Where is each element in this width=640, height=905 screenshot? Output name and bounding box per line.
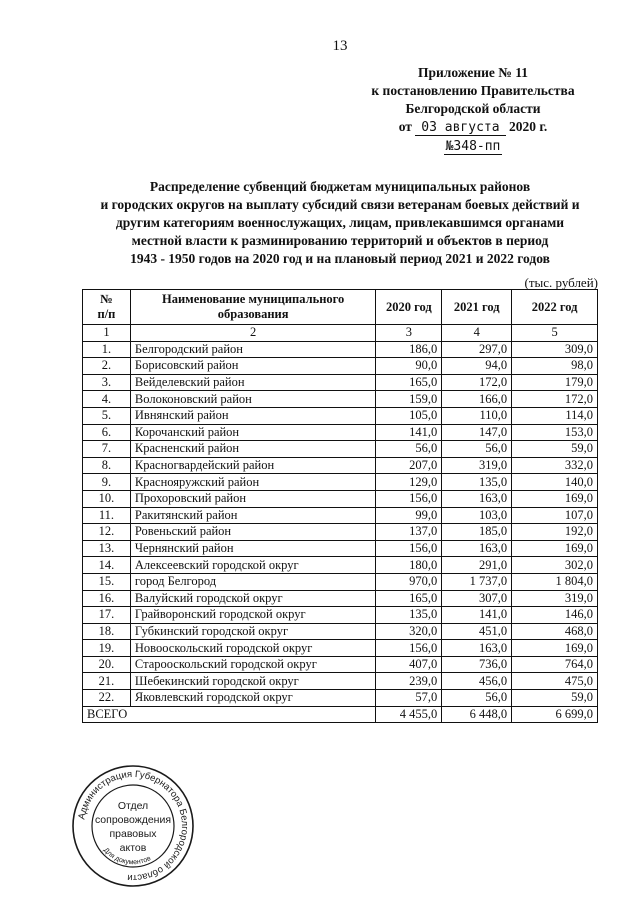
value-2020: 156,0 [376, 540, 442, 557]
value-2020: 180,0 [376, 557, 442, 574]
value-2021: 291,0 [442, 557, 512, 574]
value-2021: 297,0 [442, 341, 512, 358]
row-number: 3. [83, 374, 131, 391]
table-row [83, 391, 598, 408]
page-number: 13 [332, 38, 348, 54]
municipality-name: Яковлевский городской округ [130, 690, 376, 707]
value-2021: 103,0 [442, 507, 512, 524]
table-row [83, 424, 598, 441]
value-2022: 59,0 [512, 441, 598, 458]
official-stamp [70, 763, 196, 889]
row-number: 4. [83, 391, 131, 408]
header-2022: 2022 год [512, 290, 598, 325]
municipality-name: Волоконовский район [130, 391, 376, 408]
appendix-resolution: к постановлению Правительства [371, 83, 575, 98]
value-2022: 319,0 [512, 590, 598, 607]
row-number: 2. [83, 358, 131, 375]
municipality-name: Шебекинский городской округ [130, 673, 376, 690]
value-2021: 163,0 [442, 540, 512, 557]
value-2020: 320,0 [376, 623, 442, 640]
value-2022: 302,0 [512, 557, 598, 574]
value-2022: 114,0 [512, 407, 598, 424]
value-2021: 185,0 [442, 524, 512, 541]
header-row [83, 290, 598, 325]
municipality-name: Ровеньский район [130, 524, 376, 541]
value-2021: 172,0 [442, 374, 512, 391]
title-line: 1943 - 1950 годов на 2020 год и на плановый период 2021 и 2022 годов [130, 251, 550, 266]
value-2020: 129,0 [376, 474, 442, 491]
value-2021: 147,0 [442, 424, 512, 441]
row-number: 9. [83, 474, 131, 491]
table-row [83, 441, 598, 458]
value-2021: 56,0 [442, 441, 512, 458]
header-name: Наименование муниципального образования [130, 290, 376, 325]
value-2022: 59,0 [512, 690, 598, 707]
index-cell: 4 [442, 325, 512, 342]
municipality-name: город Белгород [130, 573, 376, 590]
stamp-inner-ring [92, 785, 174, 867]
index-cell: 5 [512, 325, 598, 342]
value-2021: 94,0 [442, 358, 512, 375]
table-row [83, 474, 598, 491]
value-2021: 456,0 [442, 673, 512, 690]
date-year: 2020 г. [508, 119, 548, 134]
municipality-name: Красногвардейский район [130, 457, 376, 474]
value-2022: 1 804,0 [512, 573, 598, 590]
value-2021: 110,0 [442, 407, 512, 424]
value-2021: 451,0 [442, 623, 512, 640]
municipality-name: Краснояружский район [130, 474, 376, 491]
index-cell: 1 [83, 325, 131, 342]
row-number: 7. [83, 441, 131, 458]
table-row [83, 673, 598, 690]
value-2020: 970,0 [376, 573, 442, 590]
value-2022: 764,0 [512, 656, 598, 673]
municipality-name: Прохоровский район [130, 490, 376, 507]
appendix-date-line [358, 118, 588, 137]
header-2021: 2021 год [442, 290, 512, 325]
title-line: другим категориям военнослужащих, лицам, привлекавшимся органами [115, 215, 565, 230]
units-label: (тыс. рублей) [524, 275, 598, 290]
table-row [83, 490, 598, 507]
row-number: 12. [83, 524, 131, 541]
value-2022: 468,0 [512, 623, 598, 640]
value-2021: 135,0 [442, 474, 512, 491]
row-number: 6. [83, 424, 131, 441]
header-2020: 2020 год [376, 290, 442, 325]
total-label: ВСЕГО [83, 706, 376, 723]
table-row [83, 507, 598, 524]
value-2022: 153,0 [512, 424, 598, 441]
municipality-name: Белгородский район [130, 341, 376, 358]
table-row [83, 557, 598, 574]
index-cell: 2 [130, 325, 376, 342]
value-2022: 107,0 [512, 507, 598, 524]
stamp-inner-line: Отдел [117, 800, 149, 812]
value-2020: 207,0 [376, 457, 442, 474]
value-2020: 165,0 [376, 590, 442, 607]
value-2022: 98,0 [512, 358, 598, 375]
stamp-outer-ring [73, 766, 193, 886]
appendix-number-line [358, 137, 588, 156]
municipality-name: Алексеевский городской округ [130, 557, 376, 574]
value-2020: 90,0 [376, 358, 442, 375]
date-value: 03 августа [415, 120, 505, 136]
table-row [83, 690, 598, 707]
table-row [83, 374, 598, 391]
row-number: 16. [83, 590, 131, 607]
municipality-name: Борисовский район [130, 358, 376, 375]
table-row [83, 607, 598, 624]
value-2022: 169,0 [512, 640, 598, 657]
value-2021: 307,0 [442, 590, 512, 607]
row-number: 19. [83, 640, 131, 657]
value-2021: 141,0 [442, 607, 512, 624]
value-2020: 156,0 [376, 490, 442, 507]
table-row [83, 590, 598, 607]
title-line: Распределение субвенций бюджетам муниципальных районов [149, 179, 531, 194]
total-2020: 4 455,0 [376, 706, 442, 723]
index-row [83, 325, 598, 342]
document-title [70, 178, 610, 268]
municipality-name: Губкинский городской округ [130, 623, 376, 640]
value-2022: 140,0 [512, 474, 598, 491]
municipality-name: Новооскольский городской округ [130, 640, 376, 657]
row-number: 1. [83, 341, 131, 358]
row-number: 13. [83, 540, 131, 557]
value-2020: 56,0 [376, 441, 442, 458]
appendix-block [358, 64, 588, 156]
appendix-region: Белгородской области [405, 101, 541, 116]
table-row [83, 457, 598, 474]
row-number: 10. [83, 490, 131, 507]
municipality-name: Красненский район [130, 441, 376, 458]
stamp-inner-line: правовых [109, 828, 157, 840]
value-2020: 141,0 [376, 424, 442, 441]
municipality-name: Старооскольский городской округ [130, 656, 376, 673]
stamp-inner-line: сопровождения [94, 814, 172, 826]
value-2021: 163,0 [442, 490, 512, 507]
municipality-name: Корочанский район [130, 424, 376, 441]
row-number: 11. [83, 507, 131, 524]
value-2022: 192,0 [512, 524, 598, 541]
municipality-name: Чернянский район [130, 540, 376, 557]
date-prefix: от [398, 119, 412, 134]
value-2021: 163,0 [442, 640, 512, 657]
table-row [83, 656, 598, 673]
value-2022: 309,0 [512, 341, 598, 358]
table-row [83, 358, 598, 375]
value-2021: 166,0 [442, 391, 512, 408]
value-2020: 239,0 [376, 673, 442, 690]
value-2022: 146,0 [512, 607, 598, 624]
municipality-name: Ракитянский район [130, 507, 376, 524]
table-row [83, 623, 598, 640]
value-2020: 165,0 [376, 374, 442, 391]
value-2022: 172,0 [512, 391, 598, 408]
number-prefix: № [445, 139, 454, 154]
stamp-bottom-text: Для документов [101, 846, 152, 867]
value-2020: 99,0 [376, 507, 442, 524]
row-number: 20. [83, 656, 131, 673]
value-2021: 736,0 [442, 656, 512, 673]
value-2020: 186,0 [376, 341, 442, 358]
municipality-name: Валуйский городской округ [130, 590, 376, 607]
value-2020: 159,0 [376, 391, 442, 408]
title-line: местной власти к разминированию территорий и объектов в период [131, 233, 549, 248]
title-line: и городских округов на выплату субсидий связи ветеранам боевых действий и [100, 197, 580, 212]
value-2020: 156,0 [376, 640, 442, 657]
table-row [83, 540, 598, 557]
index-cell: 3 [376, 325, 442, 342]
table-row [83, 524, 598, 541]
header-num: № п/п [83, 290, 131, 325]
value-2022: 169,0 [512, 490, 598, 507]
row-number: 17. [83, 607, 131, 624]
total-2021: 6 448,0 [442, 706, 512, 723]
value-2020: 137,0 [376, 524, 442, 541]
value-2021: 56,0 [442, 690, 512, 707]
total-2022: 6 699,0 [512, 706, 598, 723]
value-2020: 135,0 [376, 607, 442, 624]
value-2020: 105,0 [376, 407, 442, 424]
stamp-ring-text: Администрация Губернатора Белгородской области [76, 768, 191, 884]
row-number: 15. [83, 573, 131, 590]
row-number: 8. [83, 457, 131, 474]
municipality-name: Ивнянский район [130, 407, 376, 424]
value-2022: 475,0 [512, 673, 598, 690]
subsidy-table [82, 289, 598, 723]
value-2021: 1 737,0 [442, 573, 512, 590]
row-number: 14. [83, 557, 131, 574]
value-2020: 57,0 [376, 690, 442, 707]
appendix-title: Приложение № 11 [418, 65, 528, 80]
value-2021: 319,0 [442, 457, 512, 474]
table-row [83, 573, 598, 590]
table-row [83, 341, 598, 358]
row-number: 18. [83, 623, 131, 640]
row-number: 21. [83, 673, 131, 690]
table-row [83, 407, 598, 424]
value-2020: 407,0 [376, 656, 442, 673]
value-2022: 169,0 [512, 540, 598, 557]
table-row [83, 640, 598, 657]
value-2022: 179,0 [512, 374, 598, 391]
number-value: 348-пп [453, 139, 501, 154]
row-number: 5. [83, 407, 131, 424]
row-number: 22. [83, 690, 131, 707]
total-row [83, 706, 598, 723]
value-2022: 332,0 [512, 457, 598, 474]
municipality-name: Вейделевский район [130, 374, 376, 391]
stamp-inner-line: актов [119, 842, 147, 854]
municipality-name: Грайворонский городской округ [130, 607, 376, 624]
